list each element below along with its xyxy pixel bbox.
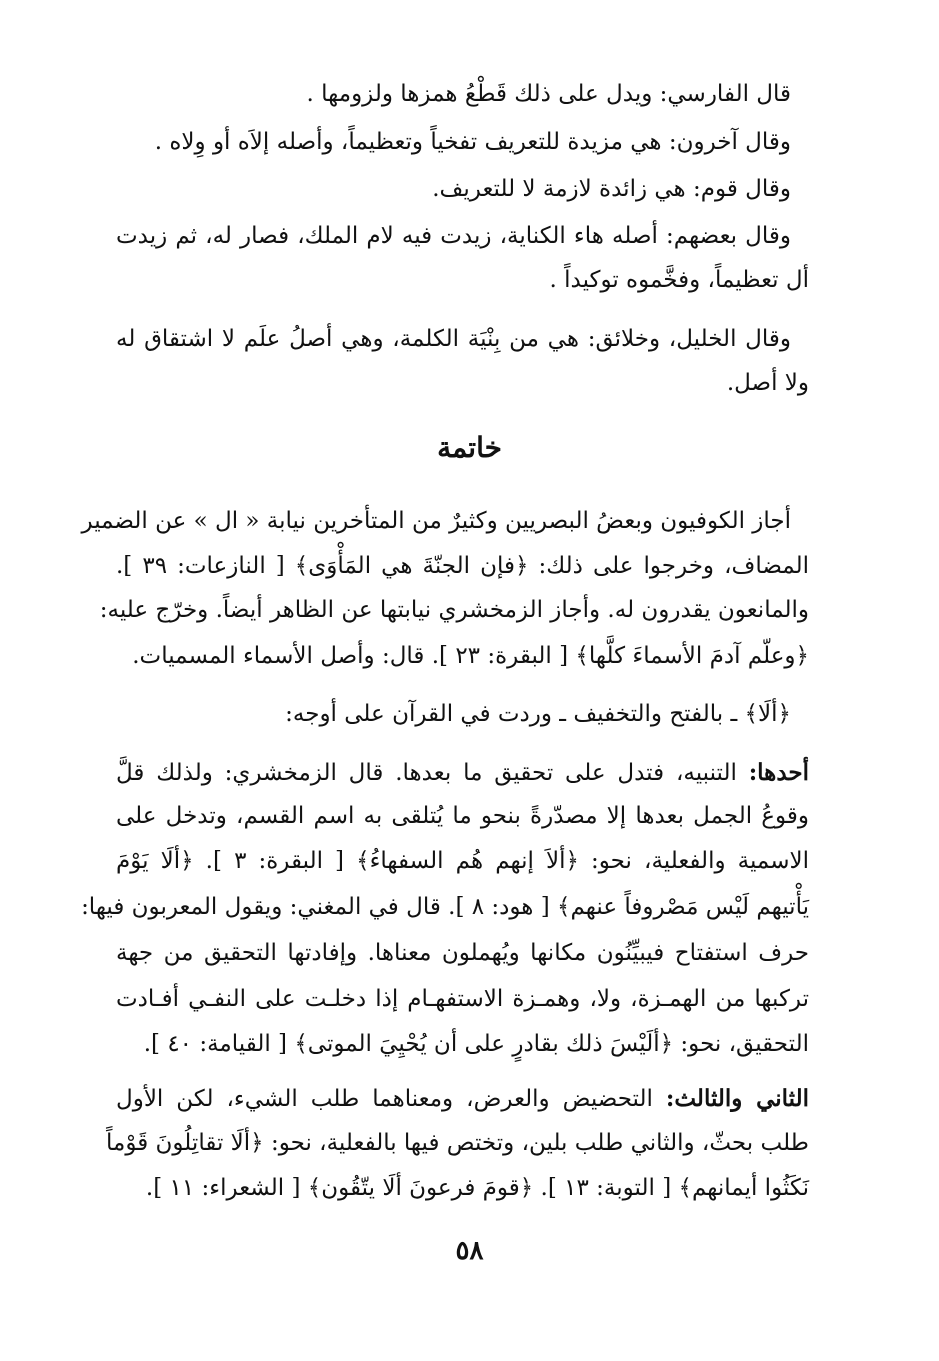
text-line: ﴿ألَا﴾ ـ بالفتح والتخفيف ـ وردت في القرآن على أوجه: <box>285 701 791 727</box>
paragraph-lead: أحدها: <box>748 759 809 786</box>
text-line: يَأْتيهم لَيْس مَصْروفاً عنهم﴾ [ هود: ٨ ]. قال في المغني: ويقول المعربون فيها: <box>81 894 809 920</box>
text-run: التحضيض والعرض، ومعناهما طلب الشيء، لكن الأول <box>116 1086 666 1112</box>
page-number: ٥٨ <box>455 1236 484 1266</box>
text-line <box>116 1083 809 1115</box>
text-line: المضاف، وخرجوا على ذلك: ﴿فإن الجنّةَ هي المَأْوَى﴾ [ النازعات: ٣٩ ]. <box>116 553 809 579</box>
text-line: وقال قوم: هي زائدة لازمة لا للتعريف. <box>432 176 791 202</box>
text-line: أل تعظيماً، وفخَّموه توكيداً . <box>549 267 809 293</box>
text-line: وقال آخرون: هي مزيدة للتعريف تفخياً وتعظيماً، وأصله إلاَه أو وِلاه . <box>154 129 791 155</box>
text-line: طلب بحثّ، والثاني طلب بلين، وتختص فيها بالفعلية، نحو: ﴿ألَا تقاتِلُونَ قَوْماً <box>106 1130 809 1156</box>
text-line: حرف استفتاح فيبيِّنُون مكانها ويُهملون معناها. وإفادتها التحقيق من جهة <box>116 940 809 966</box>
text-line: ﴿وعلّم آدمَ الأسماءَ كلَّها﴾ [ البقرة: ٢٣ ]. قال: وأصل الأسماء المسميات. <box>132 643 809 669</box>
text-line: وقال بعضهم: أصله هاء الكناية، زيدت فيه لام الملك، فصار له، ثم زيدت <box>116 223 791 249</box>
text-line: وقال الخليل، وخلائق: هي من بِنْيَة الكلمة، وهي أصلُ علَم لا اشتقاق له <box>116 326 791 352</box>
text-line: الاسمية والفعلية، نحو: ﴿ألاَ إنهم هُم السفهاءُ﴾ [ البقرة: ٣ ]. ﴿ألَا يَوْمَ <box>116 848 809 874</box>
text-line: تركبها من الهمـزة، ولا، وهمـزة الاستفهـام إذا دخلـت على النفـي أفـادت <box>116 986 809 1012</box>
section-heading: خاتمة <box>437 431 502 464</box>
text-line: أجاز الكوفيون وبعضُ البصريين وكثيرٌ من المتأخرين نيابة « ال » عن الضمير <box>81 508 791 534</box>
text-line: والمانعون يقدرون له. وأجاز الزمخشري نيابتها عن الظاهر أيضاً. وخرّج عليه: <box>99 597 809 623</box>
text-line: وقوعُ الجمل بعدها إلا مصدّرةً بنحو ما يُتلقى به اسم القسم، وتدخل على <box>116 803 809 829</box>
text-line: نَكَثُوا أيمانهم﴾ [ التوبة: ١٣ ]. ﴿قومَ فرعونَ ألَا يتّقُون﴾ [ الشعراء: ١١ ]. <box>145 1175 809 1201</box>
text-line: قال الفارسي: ويدل على ذلك قَطْعُ همزها ولزومها . <box>306 81 791 107</box>
paragraph-lead: الثاني والثالث: <box>665 1085 809 1112</box>
text-line: ولا أصل. <box>726 370 809 396</box>
text-line <box>116 757 809 789</box>
text-run: التنبيه، فتدل على تحقيق ما بعدها. قال الزمخشري: ولذلك قلَّ <box>116 760 749 786</box>
text-line: التحقيق، نحو: ﴿ألَيْسَ ذلك بقادرٍ على أن يُحْيِيَ الموتى﴾ [ القيامة: ٤٠ ]. <box>143 1031 809 1057</box>
